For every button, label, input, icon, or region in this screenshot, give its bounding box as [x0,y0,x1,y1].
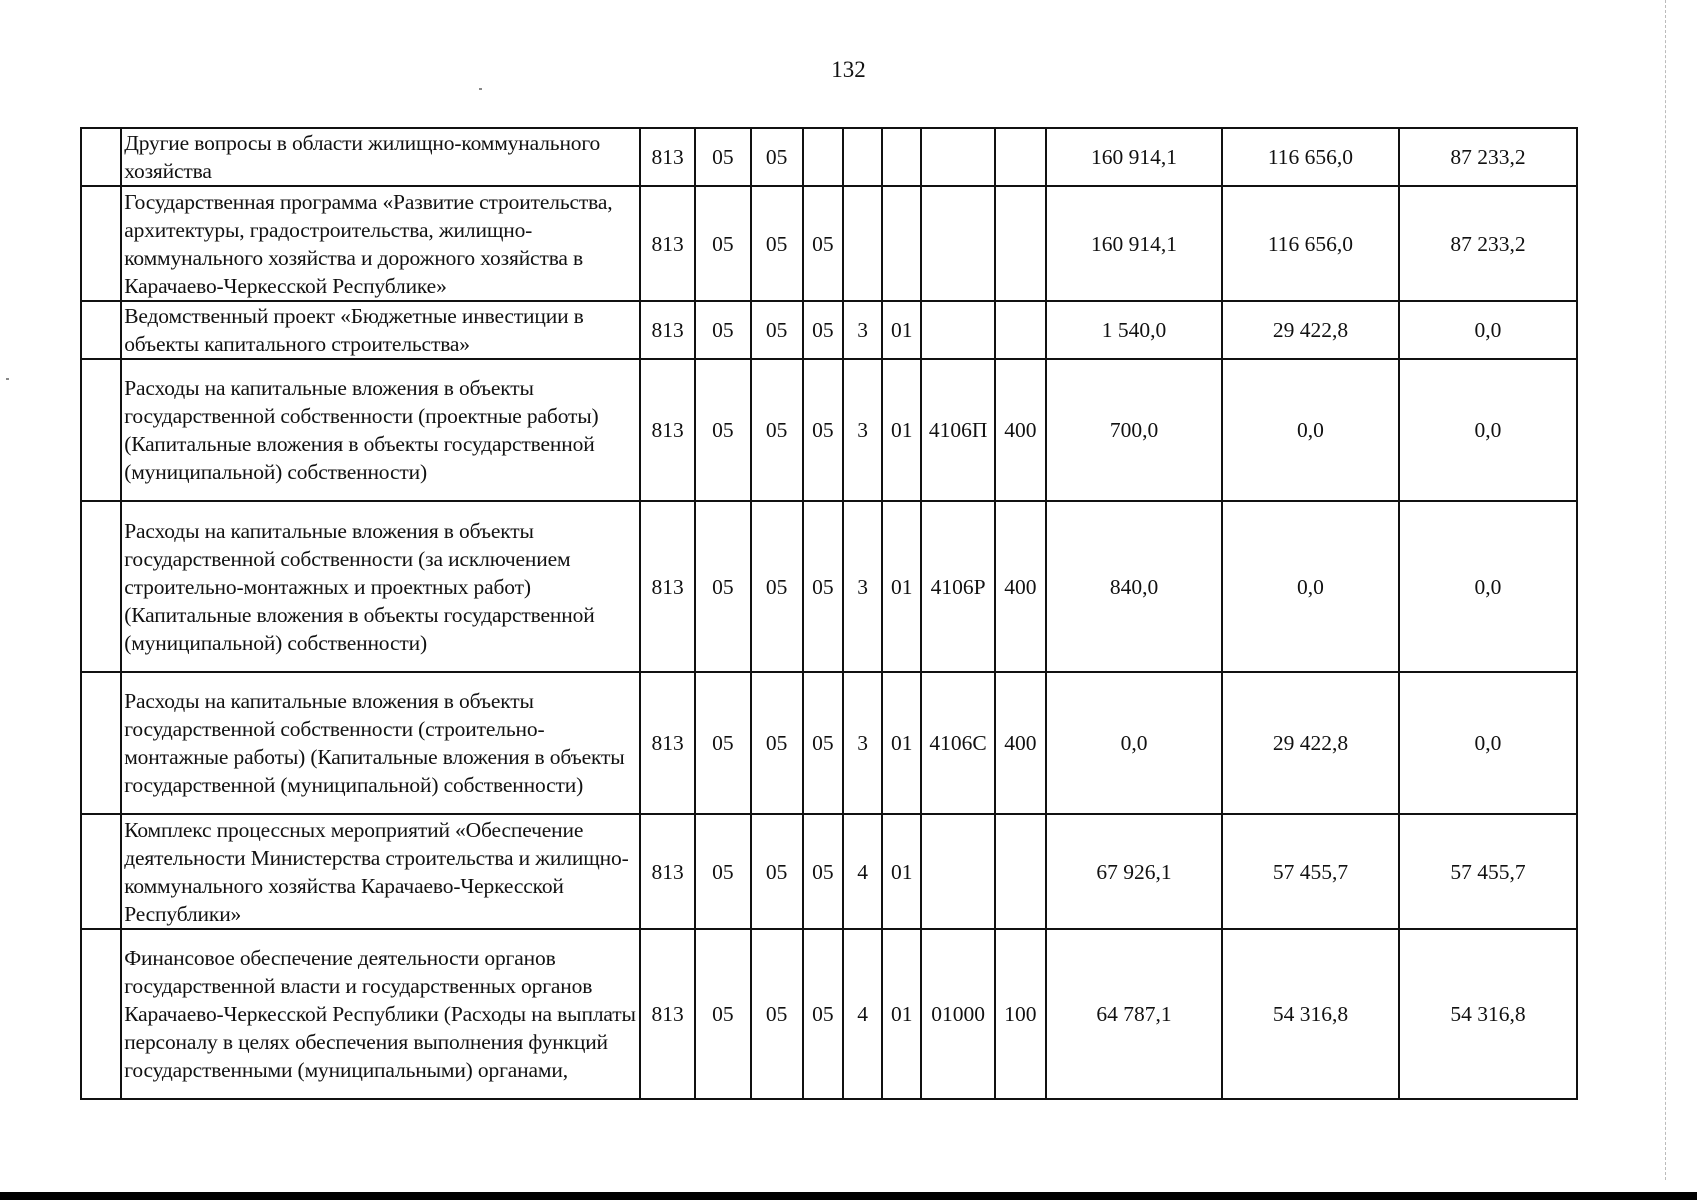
subsection-code-cell: 05 [751,128,803,186]
direction-code-cell: 4106П [921,359,994,501]
table-row [81,501,1577,672]
expense-type-cell [995,186,1046,301]
section-code-cell: 05 [695,501,750,672]
expense-name-cell: Финансовое обеспечение деятельности органов государственной власти и государственных органов Карачаево-Черкесской Республики (Расходы на выплаты персоналу в целях обеспечения выполнения функций государственными (муниципальными) органами, [121,929,640,1099]
direction-code-cell: 01000 [921,929,994,1099]
amount-year-2-cell: 29 422,8 [1222,672,1399,814]
structural-type-cell: 4 [843,814,882,929]
program-code-cell: 05 [803,186,843,301]
expense-name-cell: Расходы на капитальные вложения в объекты государственной собственности (за исключением строительно-монтажных и проектных работ) (Капитальные вложения в объекты государственной (муниципальной) собственности) [121,501,640,672]
row-marker-cell [81,501,121,672]
direction-code-cell: 4106С [921,672,994,814]
ministry-code-cell: 813 [640,814,695,929]
direction-code-cell [921,128,994,186]
row-marker-cell [81,128,121,186]
table-row [81,672,1577,814]
direction-code-cell: 4106Р [921,501,994,672]
direction-code-cell [921,814,994,929]
scan-edge-line [1665,0,1666,1180]
subsection-code-cell: 05 [751,929,803,1099]
project-code-cell: 01 [882,929,921,1099]
subsection-code-cell: 05 [751,814,803,929]
section-code-cell: 05 [695,128,750,186]
amount-year-3-cell: 87 233,2 [1399,128,1577,186]
program-code-cell: 05 [803,359,843,501]
amount-year-3-cell: 0,0 [1399,672,1577,814]
expense-name-cell: Другие вопросы в области жилищно-коммунального хозяйства [121,128,640,186]
ministry-code-cell: 813 [640,128,695,186]
amount-year-1-cell: 700,0 [1046,359,1222,501]
expense-type-cell: 400 [995,672,1046,814]
program-code-cell: 05 [803,301,843,359]
expense-type-cell [995,814,1046,929]
ministry-code-cell: 813 [640,672,695,814]
subsection-code-cell: 05 [751,186,803,301]
subsection-code-cell: 05 [751,359,803,501]
project-code-cell: 01 [882,672,921,814]
section-code-cell: 05 [695,301,750,359]
ministry-code-cell: 813 [640,359,695,501]
amount-year-1-cell: 0,0 [1046,672,1222,814]
expense-name-cell: Расходы на капитальные вложения в объекты государственной собственности (строительно-монтажные работы) (Капитальные вложения в объекты государственной (муниципальной) собственности) [121,672,640,814]
amount-year-1-cell: 67 926,1 [1046,814,1222,929]
scan-speck [6,378,9,380]
table-row [81,128,1577,186]
amount-year-2-cell: 0,0 [1222,501,1399,672]
structural-type-cell: 3 [843,359,882,501]
project-code-cell [882,128,921,186]
ministry-code-cell: 813 [640,929,695,1099]
section-code-cell: 05 [695,359,750,501]
amount-year-1-cell: 1 540,0 [1046,301,1222,359]
row-marker-cell [81,929,121,1099]
table-row [81,186,1577,301]
program-code-cell: 05 [803,501,843,672]
expense-name-cell: Государственная программа «Развитие строительства, архитектуры, градостроительства, жилищно-коммунального хозяйства и дорожного хозяйства в Карачаево-Черкесской Республике» [121,186,640,301]
amount-year-3-cell: 0,0 [1399,301,1577,359]
table-row [81,814,1577,929]
scan-bottom-edge [0,1192,1697,1200]
amount-year-1-cell: 840,0 [1046,501,1222,672]
amount-year-3-cell: 87 233,2 [1399,186,1577,301]
structural-type-cell: 3 [843,501,882,672]
page-number: 132 [831,57,866,82]
direction-code-cell [921,301,994,359]
project-code-cell: 01 [882,301,921,359]
amount-year-2-cell: 0,0 [1222,359,1399,501]
expense-name-cell: Ведомственный проект «Бюджетные инвестиции в объекты капитального строительства» [121,301,640,359]
expense-type-cell: 400 [995,501,1046,672]
amount-year-2-cell: 116 656,0 [1222,186,1399,301]
scan-speck [479,88,482,90]
subsection-code-cell: 05 [751,672,803,814]
row-marker-cell [81,672,121,814]
row-marker-cell [81,359,121,501]
ministry-code-cell: 813 [640,501,695,672]
amount-year-2-cell: 29 422,8 [1222,301,1399,359]
table-row [81,359,1577,501]
amount-year-3-cell: 0,0 [1399,501,1577,672]
amount-year-3-cell: 57 455,7 [1399,814,1577,929]
table-row [81,301,1577,359]
program-code-cell: 05 [803,814,843,929]
program-code-cell: 05 [803,929,843,1099]
amount-year-1-cell: 160 914,1 [1046,186,1222,301]
expense-type-cell: 400 [995,359,1046,501]
expense-type-cell [995,128,1046,186]
structural-type-cell [843,186,882,301]
project-code-cell: 01 [882,359,921,501]
expense-type-cell: 100 [995,929,1046,1099]
amount-year-1-cell: 160 914,1 [1046,128,1222,186]
expense-name-cell: Расходы на капитальные вложения в объекты государственной собственности (проектные работы) (Капитальные вложения в объекты государственной (муниципальной) собственности) [121,359,640,501]
expense-name-cell: Комплекс процессных мероприятий «Обеспечение деятельности Министерства строительства и жилищно-коммунального хозяйства Карачаево-Черкесской Республики» [121,814,640,929]
amount-year-2-cell: 57 455,7 [1222,814,1399,929]
subsection-code-cell: 05 [751,501,803,672]
expense-type-cell [995,301,1046,359]
amount-year-3-cell: 54 316,8 [1399,929,1577,1099]
ministry-code-cell: 813 [640,186,695,301]
section-code-cell: 05 [695,672,750,814]
subsection-code-cell: 05 [751,301,803,359]
structural-type-cell: 3 [843,301,882,359]
section-code-cell: 05 [695,929,750,1099]
budget-table [80,127,1578,1100]
amount-year-3-cell: 0,0 [1399,359,1577,501]
direction-code-cell [921,186,994,301]
structural-type-cell: 3 [843,672,882,814]
section-code-cell: 05 [695,814,750,929]
row-marker-cell [81,301,121,359]
table-row [81,929,1577,1099]
row-marker-cell [81,186,121,301]
project-code-cell: 01 [882,814,921,929]
amount-year-2-cell: 54 316,8 [1222,929,1399,1099]
structural-type-cell [843,128,882,186]
amount-year-2-cell: 116 656,0 [1222,128,1399,186]
project-code-cell: 01 [882,501,921,672]
program-code-cell: 05 [803,672,843,814]
budget-table-container [80,127,1578,1100]
amount-year-1-cell: 64 787,1 [1046,929,1222,1099]
project-code-cell [882,186,921,301]
section-code-cell: 05 [695,186,750,301]
row-marker-cell [81,814,121,929]
structural-type-cell: 4 [843,929,882,1099]
ministry-code-cell: 813 [640,301,695,359]
program-code-cell [803,128,843,186]
